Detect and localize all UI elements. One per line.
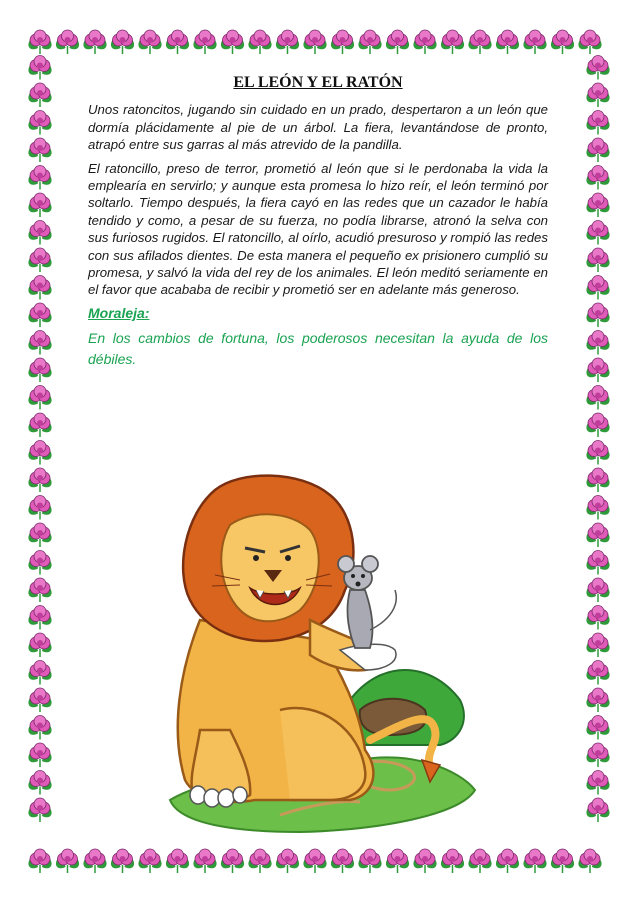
rose-flower-icon xyxy=(586,523,609,547)
rose-flower-icon xyxy=(586,798,609,822)
rose-flower-icon xyxy=(586,83,609,107)
rose-flower-icon xyxy=(496,849,519,873)
rose-flower-icon xyxy=(56,30,79,54)
rose-flower-icon xyxy=(28,468,51,492)
rose-flower-icon xyxy=(586,661,609,685)
rose-flower-icon xyxy=(56,849,79,873)
paragraph-2: El ratoncillo, preso de terror, prometió al león que si le perdonaba la vida la emplearía en servirlo; y aunque esta promesa lo hizo reír, el león terminó por soltarlo. Tiempo después, la fiera cayó en las redes que un cazador le había tendido y como, a pesar de su fuerza, no podía librarse, atronó la selva con sus furiosos rugidos. El ratoncillo, al oírlo, acudió presuroso y rompió las redes con sus afilados dientes. De esta manera el pequeño ex prisionero cumplió su promesa, y salvó la vida del rey de los animales. El león meditó seriamente en el favor que acababa de recibir y prometió ser en adelante más generoso. xyxy=(88,160,548,298)
rose-flower-icon xyxy=(193,30,216,54)
rose-flower-icon xyxy=(331,849,354,873)
rose-flower-icon xyxy=(523,30,546,54)
rose-flower-icon xyxy=(551,30,574,54)
rose-flower-icon xyxy=(303,849,326,873)
rose-flower-icon xyxy=(586,441,609,465)
rose-flower-icon xyxy=(28,56,51,80)
rose-flower-icon xyxy=(586,166,609,190)
rose-flower-icon xyxy=(28,248,51,272)
story-title: EL LEÓN Y EL RATÓN xyxy=(233,74,403,91)
rose-flower-icon xyxy=(28,633,51,657)
rose-flower-icon xyxy=(586,56,609,80)
rose-flower-icon xyxy=(138,30,161,54)
rose-flower-icon xyxy=(413,30,436,54)
rose-flower-icon xyxy=(586,468,609,492)
rose-flower-icon xyxy=(386,30,409,54)
rose-flower-icon xyxy=(28,716,51,740)
rose-flower-icon xyxy=(586,771,609,795)
rose-flower-icon xyxy=(28,771,51,795)
rose-flower-icon xyxy=(28,331,51,355)
moral-text: En los cambios de fortuna, los poderosos necesitan la ayuda de los débiles. xyxy=(88,330,548,368)
rose-flower-icon xyxy=(586,743,609,767)
rose-flower-icon xyxy=(331,30,354,54)
rose-flower-icon xyxy=(358,30,381,54)
rose-flower-icon xyxy=(28,358,51,382)
rose-flower-icon xyxy=(28,111,51,135)
rose-flower-icon xyxy=(441,30,464,54)
rose-flower-icon xyxy=(413,849,436,873)
rose-flower-icon xyxy=(28,30,51,54)
rose-flower-icon xyxy=(441,849,464,873)
rose-flower-icon xyxy=(83,30,106,54)
rose-flower-icon xyxy=(28,849,51,873)
rose-flower-icon xyxy=(496,30,519,54)
story-text xyxy=(88,74,548,370)
mouse xyxy=(338,556,396,648)
rose-flower-icon xyxy=(28,166,51,190)
rose-flower-icon xyxy=(248,849,271,873)
rose-flower-icon xyxy=(276,849,299,873)
rose-flower-icon xyxy=(221,849,244,873)
rose-flower-icon xyxy=(586,193,609,217)
rose-flower-icon xyxy=(28,661,51,685)
rose-flower-icon xyxy=(586,551,609,575)
rose-flower-icon xyxy=(586,138,609,162)
rose-flower-icon xyxy=(586,248,609,272)
rose-flower-icon xyxy=(358,849,381,873)
moral-heading: Moraleja: xyxy=(88,304,150,321)
rose-flower-icon xyxy=(468,849,491,873)
rose-flower-icon xyxy=(28,606,51,630)
rose-flower-icon xyxy=(551,849,574,873)
rose-flower-icon xyxy=(28,523,51,547)
lion-and-mouse-illustration xyxy=(160,470,480,850)
rose-flower-icon xyxy=(28,221,51,245)
rose-flower-icon xyxy=(586,358,609,382)
rose-flower-icon xyxy=(28,551,51,575)
rose-flower-icon xyxy=(28,386,51,410)
rose-flower-icon xyxy=(166,30,189,54)
rose-flower-icon xyxy=(28,138,51,162)
rose-flower-icon xyxy=(468,30,491,54)
rose-flower-icon xyxy=(586,386,609,410)
lion-face xyxy=(221,514,318,621)
rose-flower-icon xyxy=(586,413,609,437)
rose-flower-icon xyxy=(586,111,609,135)
rose-flower-icon xyxy=(138,849,161,873)
rose-flower-icon xyxy=(586,221,609,245)
rose-flower-icon xyxy=(586,716,609,740)
rose-flower-icon xyxy=(28,496,51,520)
rose-flower-icon xyxy=(523,849,546,873)
rose-flower-icon xyxy=(586,496,609,520)
rose-flower-icon xyxy=(28,798,51,822)
rose-flower-icon xyxy=(28,578,51,602)
rose-flower-icon xyxy=(111,849,134,873)
rose-flower-icon xyxy=(28,441,51,465)
rose-flower-icon xyxy=(28,688,51,712)
rose-flower-icon xyxy=(221,30,244,54)
rose-flower-icon xyxy=(28,303,51,327)
rose-flower-icon xyxy=(193,849,216,873)
rose-flower-icon xyxy=(586,578,609,602)
rose-flower-icon xyxy=(28,743,51,767)
rose-flower-icon xyxy=(586,276,609,300)
rose-flower-icon xyxy=(28,193,51,217)
rose-flower-icon xyxy=(111,30,134,54)
rose-flower-icon xyxy=(28,276,51,300)
rose-flower-icon xyxy=(386,849,409,873)
rose-flower-icon xyxy=(586,331,609,355)
rose-flower-icon xyxy=(578,849,601,873)
rose-flower-icon xyxy=(586,303,609,327)
rose-flower-icon xyxy=(578,30,601,54)
rose-flower-icon xyxy=(166,849,189,873)
rose-flower-icon xyxy=(303,30,326,54)
rose-flower-icon xyxy=(28,83,51,107)
paragraph-1: Unos ratoncitos, jugando sin cuidado en un prado, despertaron a un león que dormía plácidamente al pie de un árbol. La fiera, levantándose de pronto, atrapó entre sus garras al más atrevido de la pandilla. xyxy=(88,102,548,153)
rose-flower-icon xyxy=(276,30,299,54)
rose-flower-icon xyxy=(586,606,609,630)
rose-flower-icon xyxy=(83,849,106,873)
rose-flower-icon xyxy=(248,30,271,54)
rose-flower-icon xyxy=(586,633,609,657)
rose-flower-icon xyxy=(586,688,609,712)
rose-flower-icon xyxy=(28,413,51,437)
